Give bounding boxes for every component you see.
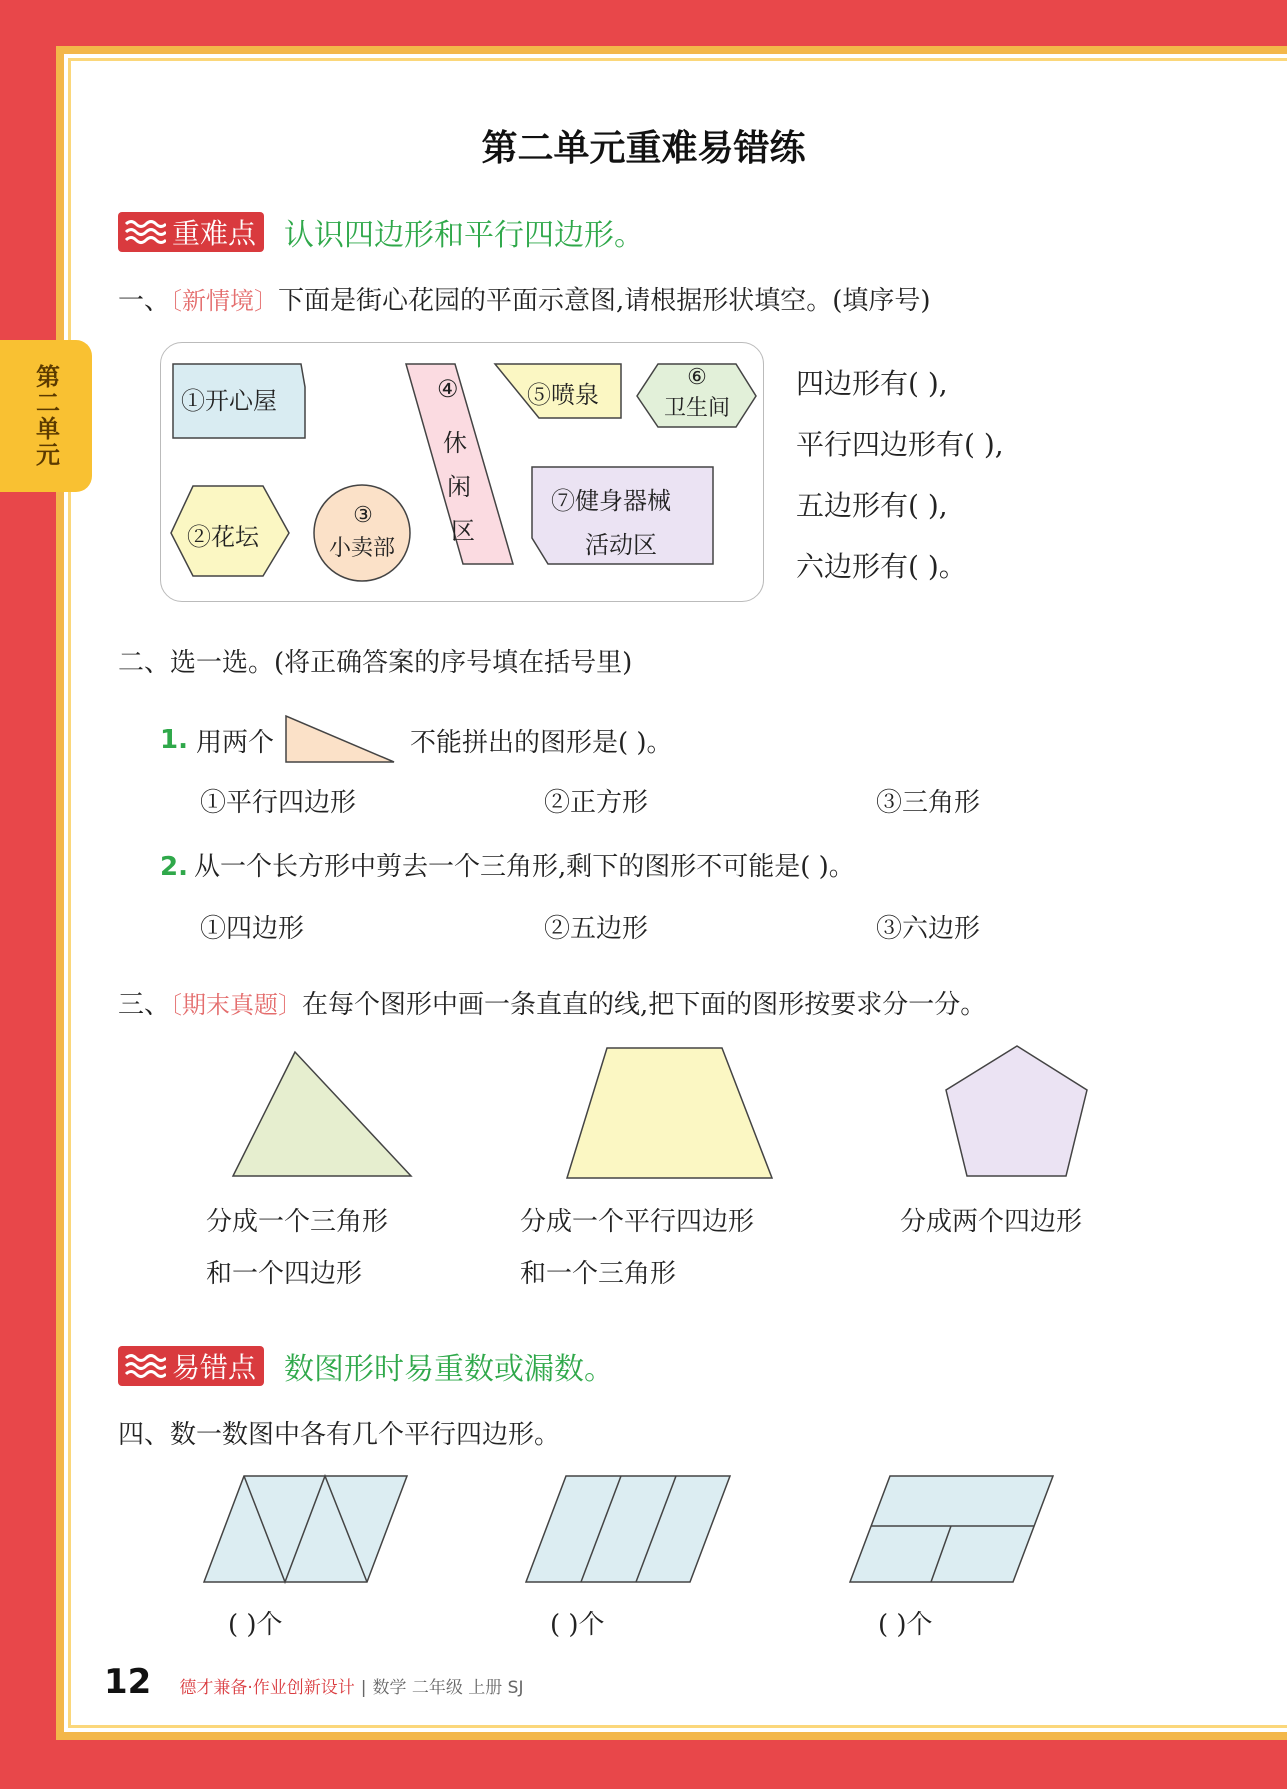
q2-2-option-b[interactable]: ②五边形 bbox=[544, 914, 649, 944]
shape-7-label-2: 活动区 bbox=[585, 531, 657, 559]
page-footer: 12 德才兼备·作业创新设计 | 数学 二年级 上册 SJ bbox=[104, 1662, 524, 1702]
caption-3: 分成两个四边形 bbox=[900, 1207, 1083, 1237]
right-triangle-icon bbox=[282, 712, 402, 768]
footer-brand: 德才兼备·作业创新设计 bbox=[179, 1678, 355, 1698]
q2-2-option-a[interactable]: ①四边形 bbox=[200, 914, 305, 944]
q2-2-option-c[interactable]: ③六边形 bbox=[876, 914, 981, 944]
pentagon-figure bbox=[946, 1046, 1087, 1176]
shape-6-num: ⑥ bbox=[687, 365, 707, 390]
shape-4-label-1: 休 bbox=[443, 429, 467, 457]
answer-2[interactable]: ( )个 bbox=[550, 1610, 605, 1640]
section-heading-1 bbox=[118, 210, 644, 254]
unit-side-tab: 第二单元 bbox=[0, 340, 92, 492]
blank-pentagon[interactable]: 五边形有( ), bbox=[796, 489, 948, 522]
q2-1-option-c[interactable]: ③三角形 bbox=[876, 788, 981, 818]
question-2: 二、选一选。(将正确答案的序号填在括号里) bbox=[118, 648, 633, 678]
footer-meta: 数学 二年级 上册 SJ bbox=[372, 1678, 524, 1698]
q2-1-option-a[interactable]: ①平行四边形 bbox=[200, 788, 357, 818]
q3-figures bbox=[0, 1030, 1287, 1190]
answer-1[interactable]: ( )个 bbox=[228, 1610, 283, 1640]
question-3: 三、〔期末真题〕在每个图形中画一条直直的线,把下面的图形按要求分一分。 bbox=[118, 990, 987, 1020]
answer-3[interactable]: ( )个 bbox=[878, 1610, 933, 1640]
blank-parallelogram[interactable]: 平行四边形有( ), bbox=[796, 428, 1004, 461]
q2-item-2: 2. 从一个长方形中剪去一个三角形,剩下的图形不可能是( )。 bbox=[160, 852, 855, 882]
shape-5-label: ⑤喷泉 bbox=[527, 381, 599, 409]
parallelogram-figure-2 bbox=[526, 1476, 730, 1582]
caption-2: 分成一个平行四边形 和一个三角形 bbox=[520, 1207, 755, 1289]
blank-quadrilateral[interactable]: 四边形有( ), bbox=[796, 367, 948, 400]
question-1: 一、〔新情境〕下面是街心花园的平面示意图,请根据形状填空。(填序号) bbox=[118, 286, 931, 316]
shape-3-num: ③ bbox=[353, 503, 373, 528]
blank-hexagon[interactable]: 六边形有( )。 bbox=[796, 550, 967, 583]
q4-figures bbox=[0, 1470, 1287, 1590]
shape-2-label: ②花坛 bbox=[187, 523, 259, 551]
shape-4-label-3: 区 bbox=[451, 517, 475, 545]
shape-6-label: 卫生间 bbox=[663, 396, 730, 421]
page-number: 12 bbox=[104, 1662, 152, 1702]
waves-icon bbox=[124, 217, 166, 247]
parallelogram-figure-1 bbox=[204, 1476, 407, 1582]
section-desc: 数图形时易重数或漏数。 bbox=[284, 1352, 615, 1387]
shape-1-label: ①开心屋 bbox=[181, 387, 277, 415]
q2-item-1: 1. 用两个 不能拼出的图形是( )。 bbox=[160, 712, 673, 768]
section-heading-2 bbox=[118, 1344, 614, 1388]
error-prone-tag: 易错点 bbox=[118, 1346, 264, 1386]
parallelogram-figure-3 bbox=[850, 1476, 1053, 1582]
trapezoid-figure bbox=[567, 1048, 772, 1178]
shape-7-label-1: ⑦健身器械 bbox=[551, 487, 671, 515]
question-4: 四、数一数图中各有几个平行四边形。 bbox=[118, 1420, 561, 1450]
q2-1-option-b[interactable]: ②正方形 bbox=[544, 788, 649, 818]
section-desc: 认识四边形和平行四边形。 bbox=[284, 218, 645, 253]
shape-4-num: ④ bbox=[437, 375, 459, 403]
key-point-tag: 重难点 bbox=[118, 212, 264, 252]
page-title: 第二单元重难易错练 bbox=[481, 128, 806, 169]
waves-icon bbox=[124, 1351, 166, 1381]
garden-map bbox=[160, 342, 764, 602]
triangle-figure bbox=[233, 1052, 411, 1176]
shape-3-label: 小卖部 bbox=[328, 536, 395, 561]
shape-4-label-2: 闲 bbox=[447, 473, 471, 501]
caption-1: 分成一个三角形 和一个四边形 bbox=[206, 1207, 389, 1289]
